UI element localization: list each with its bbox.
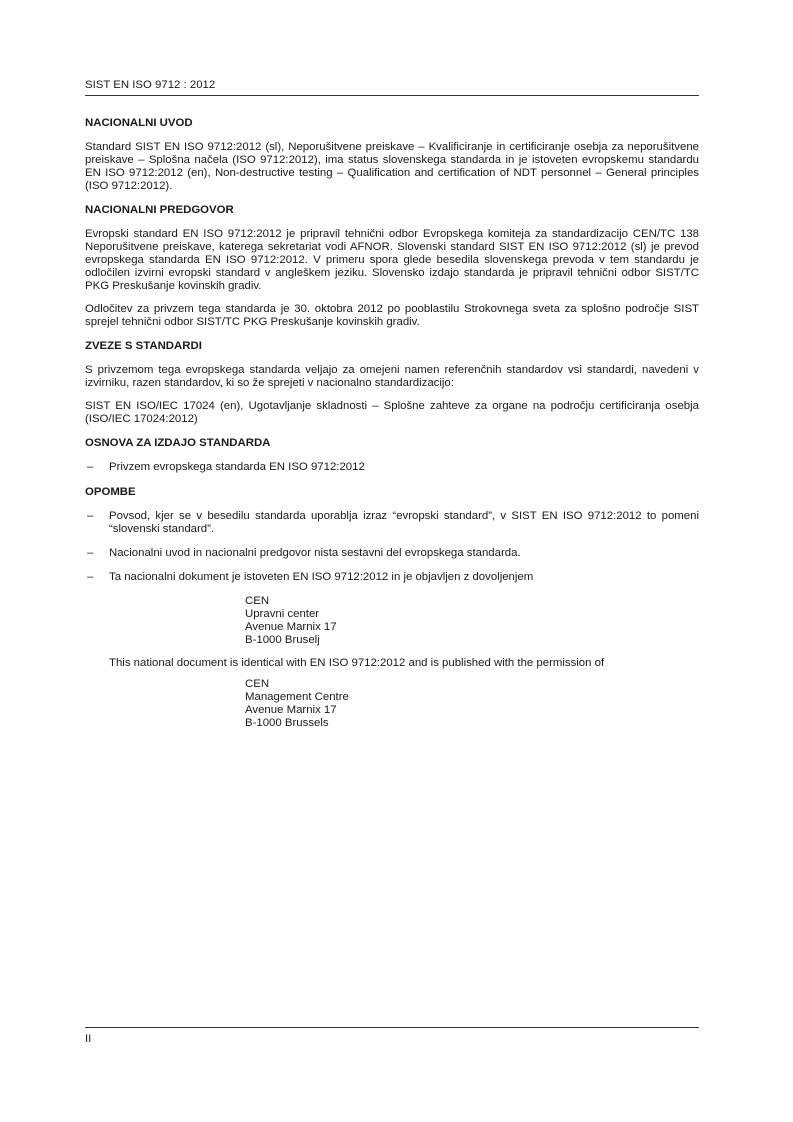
section-heading: OPOMBE: [85, 486, 136, 498]
running-header: SIST EN ISO 9712 : 2012: [85, 79, 216, 91]
paragraph: Standard SIST EN ISO 9712:2012 (sl), Neporušitvene preiskave – Kvalificiranje in certificiranje osebja za neporušitvene preiskave – Splošna načela (ISO 9712:2012), ima status slovenskega standarda in je istoveten evropskemu standardu EN ISO 9712:2012 (en), Non-destructive testing – Qualification and certification of NDT personnel – General principles (ISO 9712:2012).: [85, 141, 699, 192]
section-opombe: [85, 485, 699, 730]
address-line: CEN: [245, 595, 270, 607]
paragraph: SIST EN ISO/IEC 17024 (en), Ugotavljanje skladnosti – Splošne zahteve za organe na področju certificiranja osebja (ISO/IEC 17024:2012): [85, 400, 699, 425]
address-line: Avenue Marnix 17: [245, 621, 337, 633]
address-block-en: [245, 678, 699, 730]
paragraph: S privzemom tega evropskega standarda veljajo za omejeni namen referenčnih standardov vsi standardi, navedeni v izvirniku, razen standardov, ki so že sprejeti v nacionalno standardizacijo:: [85, 364, 699, 389]
address-line: Management Centre: [245, 691, 349, 703]
section-zveze-s-standardi: [85, 339, 699, 426]
paragraph: Evropski standard EN ISO 9712:2012 je pripravil tehnični odbor Evropskega komiteja za standardizacijo CEN/TC 138 Neporušitvene preiskave, katerega sekretariat vodi AFNOR. Slovenski standard SIST EN ISO 9712:2012 (sl) je prevod evropskega standarda EN ISO 9712:2012. V primeru spora glede besedila slovenskega prevoda v tem standardu je odločilen izvirni evropski standard v angleškem jeziku. Slovensko izdajo standarda je pripravil tehnični odbor SIST/TC PKG Preskušanje kovinskih gradiv.: [85, 228, 699, 292]
address-line: Avenue Marnix 17: [245, 704, 337, 716]
paragraph: Odločitev za privzem tega standarda je 30. oktobra 2012 po pooblastilu Strokovnega sveta za splošno področje SIST sprejel tehnični odbor SIST/TC PKG Preskušanje kovinskih gradiv.: [85, 303, 699, 328]
list-item-text: Ta nacionalni dokument je istoveten EN ISO 9712:2012 in je objavljen z dovoljenjem: [109, 571, 534, 583]
header-rule: [85, 95, 699, 96]
dash-bullet: –: [87, 461, 94, 473]
list-item-text: Nacionalni uvod in nacionalni predgovor nista sestavni del evropskega standarda.: [109, 547, 521, 559]
permission-statement-en: This national document is identical with EN ISO 9712:2012 and is published with the permission of: [109, 657, 605, 669]
list-item: [85, 461, 699, 474]
footer-rule: [85, 1027, 699, 1028]
list-item-text: Privzem evropskega standarda EN ISO 9712:2012: [109, 461, 365, 473]
section-osnova: [85, 436, 699, 474]
dash-bullet: –: [87, 571, 94, 583]
address-line: Upravni center: [245, 608, 320, 620]
list-item: [85, 547, 699, 560]
section-heading: NACIONALNI PREDGOVOR: [85, 204, 234, 216]
section-heading: OSNOVA ZA IZDAJO STANDARDA: [85, 437, 271, 449]
section-nacionalni-uvod: [85, 116, 699, 193]
list-item: [85, 510, 699, 536]
section-nacionalni-predgovor: [85, 203, 699, 329]
document-body: [85, 116, 699, 740]
address-block-sl: [245, 595, 699, 647]
address-line: B-1000 Brussels: [245, 717, 329, 729]
dash-bullet: –: [87, 547, 94, 559]
address-line: B-1000 Bruselj: [245, 634, 320, 646]
list-item-text: Povsod, kjer se v besedilu standarda uporablja izraz “evropski standard”, v SIST EN ISO 9712:2012 to pomeni “slovenski standard”.: [109, 510, 699, 535]
address-line: CEN: [245, 678, 270, 690]
page-number: II: [85, 1033, 92, 1045]
section-heading: ZVEZE S STANDARDI: [85, 340, 202, 352]
list-item: [85, 571, 699, 584]
dash-bullet: –: [87, 510, 94, 522]
section-heading: NACIONALNI UVOD: [85, 117, 193, 129]
